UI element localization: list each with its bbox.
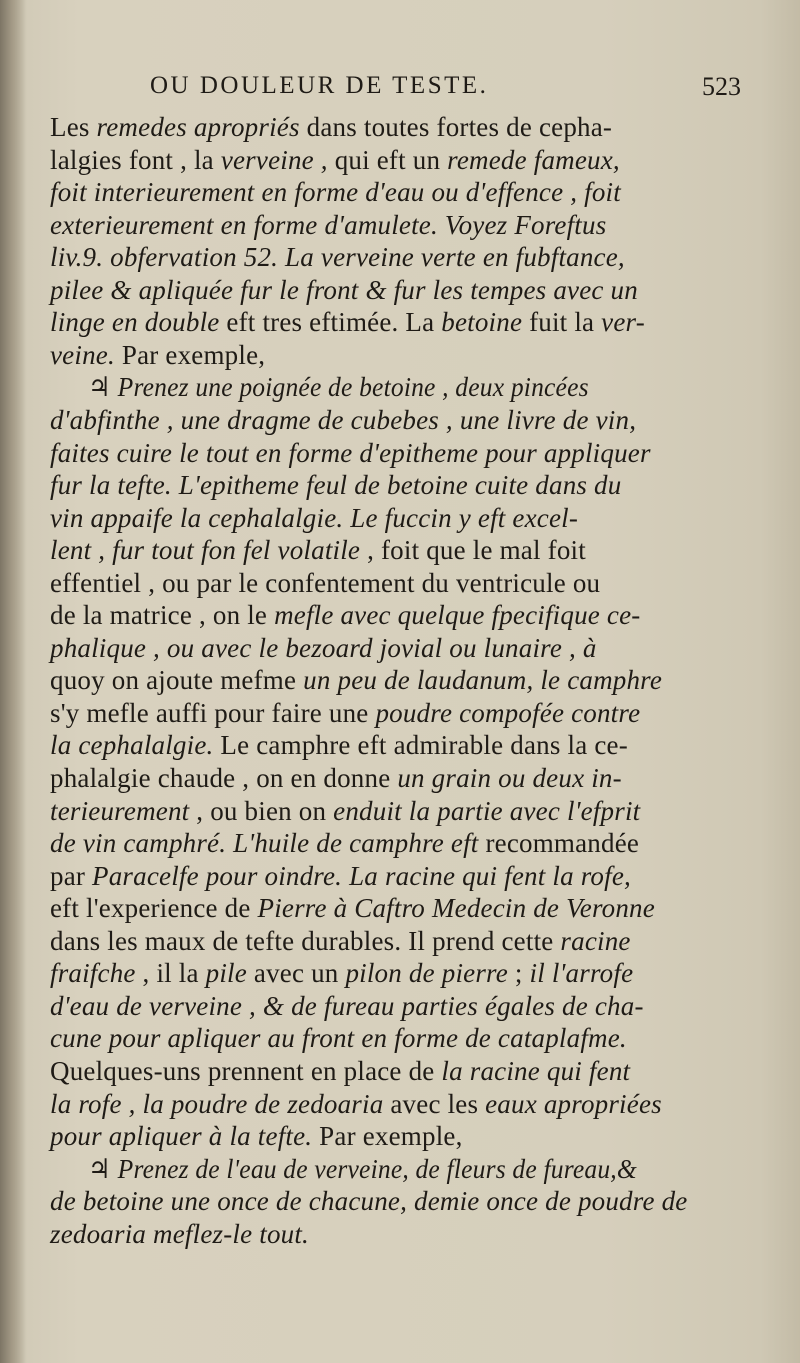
roman-run: effentiel , ou par le confentement du ventricule ou	[50, 567, 601, 598]
italic-run: un grain ou deux in-	[397, 763, 622, 793]
italic-run: la cephalalgie.	[50, 730, 214, 761]
italic-run: d'eau de verveine , & de fureau parties égales de cha-	[50, 990, 644, 1021]
roman-run: , ou bien on	[189, 795, 334, 826]
text-line	[50, 861, 750, 891]
text-line	[50, 242, 750, 272]
text-line	[50, 438, 750, 468]
roman-run: ;	[507, 958, 530, 989]
text-line	[50, 1219, 750, 1249]
italic-run: poudre compofée contre	[375, 697, 641, 728]
italic-run: remede fameux,	[447, 144, 620, 175]
text-line	[50, 177, 750, 207]
roman-run: Quelques-uns prennent en place de	[50, 1055, 442, 1086]
text-line	[50, 633, 750, 663]
italic-run: Pierre à Caftro Medecin de Veronne	[257, 893, 655, 924]
text-line	[50, 1089, 750, 1119]
italic-run: il l'arrofe	[529, 958, 634, 989]
text-line	[50, 698, 750, 728]
italic-run: eaux apropriées	[485, 1088, 662, 1119]
italic-run: linge en double	[50, 307, 220, 338]
italic-run: cune pour apliquer au front en forme de cataplafme.	[50, 1023, 627, 1054]
roman-run: Les	[50, 112, 97, 142]
italic-run: Paracelfe pour oindre. La racine qui fent la rofe,	[92, 860, 631, 891]
text-line	[50, 796, 750, 826]
text-line	[50, 210, 750, 240]
italic-run: faites cuire le tout en forme d'epitheme pour appliquer	[50, 437, 651, 468]
italic-run: fur la tefte. L'epitheme feul de betoine cuite dans du	[50, 470, 622, 501]
text-line	[50, 405, 750, 435]
roman-run: Le camphre eft admirable dans la ce-	[213, 730, 628, 761]
italic-run: terieurement	[50, 795, 190, 826]
italic-run: liv.9. obfervation 52. La verveine verte en fubftance,	[50, 242, 625, 273]
italic-run: de betoine une once de chacune, demie once de poudre de	[50, 1186, 688, 1217]
roman-run: dans toutes fortes de cepha-	[299, 112, 613, 142]
italic-run: ♃ Prenez une poignée de betoine , deux pincées	[88, 372, 589, 403]
text-line	[50, 340, 750, 370]
text-line	[50, 1023, 750, 1053]
text-line	[50, 1056, 750, 1086]
text-line	[50, 307, 750, 337]
roman-run: par	[50, 860, 93, 891]
text-line	[50, 1121, 750, 1151]
italic-run: mefle avec quelque fpecifique ce-	[274, 600, 641, 631]
italic-run: zedoaria meflez-le tout.	[50, 1218, 310, 1249]
italic-run: pour apliquer à la tefte.	[50, 1121, 313, 1152]
roman-run: eft l'experience de	[50, 893, 258, 924]
italic-run: pilon de pierre	[345, 958, 508, 989]
italic-run: d'abfinthe , une dragme de cubebes , une livre de vin,	[50, 404, 637, 435]
roman-run: avec les	[383, 1088, 486, 1119]
page-gutter	[0, 0, 26, 1363]
italic-run: enduit la partie avec l'efprit	[333, 795, 641, 826]
text-line	[50, 600, 750, 630]
roman-run: Par exemple,	[312, 1121, 463, 1152]
roman-run: eft tres eftimée. La	[219, 307, 442, 338]
roman-run: qui eft un	[327, 144, 448, 175]
text-line	[88, 372, 750, 402]
roman-run: , il la	[135, 958, 206, 989]
italic-run: ♃ Prenez de l'eau de verveine, de fleurs de fureau,&	[88, 1153, 637, 1184]
roman-run: quoy on ajoute mefme	[50, 665, 304, 696]
text-line	[50, 828, 750, 858]
text-line	[88, 1154, 750, 1184]
italic-run: racine	[560, 925, 631, 956]
roman-run: fuit la	[522, 307, 602, 338]
italic-run: lent , fur tout fon fel volatile	[50, 535, 361, 566]
text-line	[50, 1186, 750, 1216]
text-line	[50, 763, 750, 793]
text-line	[50, 958, 750, 988]
italic-run: verveine ,	[220, 144, 328, 175]
roman-run: de la matrice , on le	[50, 600, 275, 631]
roman-run: dans les maux de tefte durables. Il prend cette	[50, 925, 561, 956]
text-line	[50, 535, 750, 565]
italic-run: la racine qui fent	[441, 1055, 631, 1086]
roman-run: phalalgie chaude , on en donne	[50, 763, 398, 793]
text-line	[50, 893, 750, 923]
italic-run: vin appaife la cephalalgie. Le fuccin y eft excel-	[50, 502, 579, 533]
roman-run: lalgies font , la	[50, 144, 221, 175]
roman-run: Par exemple,	[114, 339, 266, 370]
text-line	[50, 926, 750, 956]
running-title: OU DOULEUR DE TESTE.	[150, 72, 489, 99]
italic-run: betoine	[441, 307, 523, 338]
text-line	[50, 730, 750, 760]
italic-run: veine.	[50, 339, 115, 370]
italic-run: phalique , ou avec le bezoard jovial ou lunaire , à	[50, 632, 597, 663]
italic-run: la rofe , la poudre de zedoaria	[50, 1088, 384, 1119]
roman-run: recommandée	[478, 828, 640, 859]
italic-run: fraifche	[50, 958, 136, 989]
roman-run: avec un	[246, 958, 346, 989]
text-line	[50, 275, 750, 305]
italic-run: ver-	[601, 307, 645, 338]
italic-run: exterieurement en forme d'amulete. Voyez Foreftus	[50, 209, 607, 240]
text-line	[50, 568, 750, 598]
text-line	[50, 470, 750, 500]
italic-run: remedes apropriés	[96, 112, 300, 142]
text-line	[50, 503, 750, 533]
italic-run: un peu de laudanum, le camphre	[303, 665, 663, 696]
roman-run: , foit que le mal foit	[360, 535, 586, 566]
text-line	[50, 112, 750, 142]
italic-run: de vin camphré. L'huile de camphre eft	[50, 828, 479, 859]
roman-run: s'y mefle auffi pour faire une	[50, 697, 376, 728]
page-number: 523	[702, 72, 741, 101]
italic-run: pilee & apliquée fur le front & fur les tempes avec un	[50, 274, 638, 305]
text-line	[50, 991, 750, 1021]
text-line	[50, 665, 750, 695]
italic-run: foit interieurement en forme d'eau ou d'effence , foit	[50, 177, 621, 208]
italic-run: pile	[205, 958, 247, 989]
text-line	[50, 145, 750, 175]
